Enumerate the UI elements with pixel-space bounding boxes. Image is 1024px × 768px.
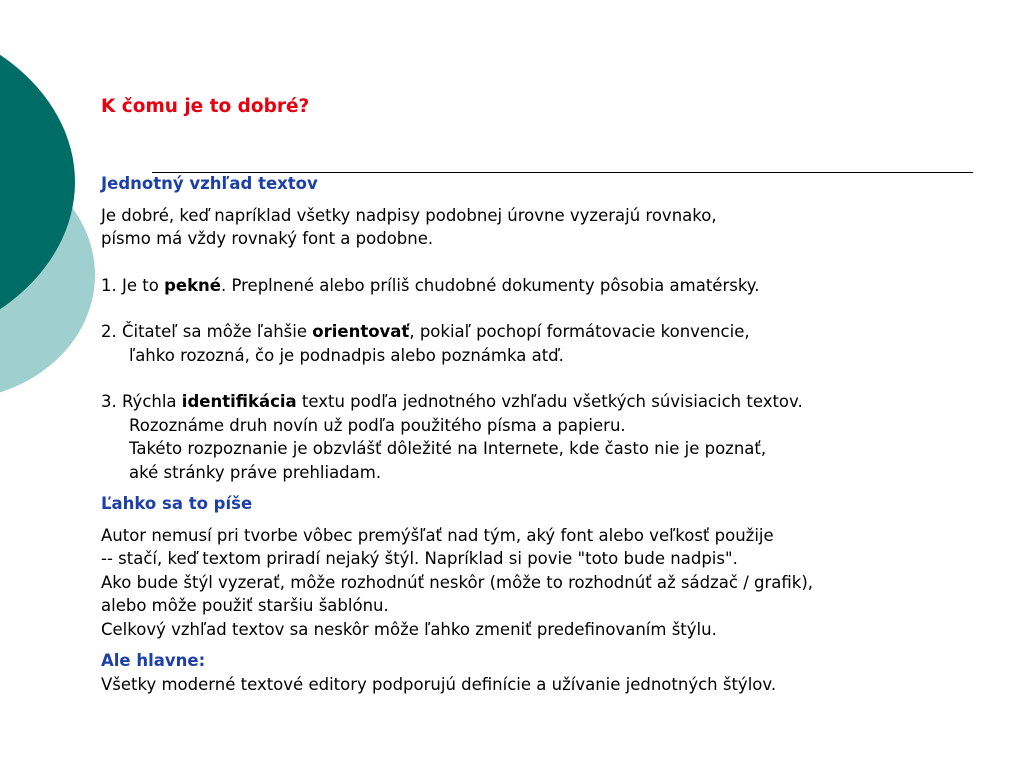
point-2 (101, 320, 1001, 344)
point-3-text-c: textu podľa jednotného vzhľadu všetkých súvisiacich textov. (296, 392, 803, 411)
slide-title: K čomu je to dobré? (101, 96, 310, 117)
writing-line-3: Ako bude štýl vyzerať, môže rozhodnúť neskôr (môže to rozhodnúť až sádzač / grafik), (101, 572, 813, 592)
section-heading-consistent-look: Jednotný vzhľad textov (101, 174, 318, 193)
writing-line-4: alebo môže použiť staršiu šablónu. (101, 596, 389, 615)
point-2-emphasis: orientovať (312, 322, 410, 341)
point-1-text-c: . Preplnené alebo príliš chudobné dokumenty pôsobia amatérsky. (220, 275, 760, 295)
point-3-line-4: aké stránky práve prehliadam. (129, 462, 382, 482)
writing-line-2: -- stačí, keď textom priradí nejaký štýl. Napríklad si povie "toto bude nadpis". (101, 549, 738, 568)
point-2-line-2: ľahko rozozná, čo je podnadpis alebo poznámka atď. (129, 345, 564, 365)
point-2-text-c: , pokiaľ pochopí formátovacie konvencie, (409, 322, 750, 341)
section-heading-main-point: Ale hlavne: (101, 651, 206, 670)
slide-content (101, 172, 1001, 696)
point-3-emphasis: identifikácia (181, 392, 297, 411)
writing-line-5: Celkový vzhľad textov sa neskôr môže ľahko zmeniť predefinovaním štýlu. (101, 619, 717, 639)
point-1 (101, 274, 1001, 298)
point-3 (101, 390, 1001, 414)
intro-line-1: Je dobré, keď napríklad všetky nadpisy podobnej úrovne vyzerajú rovnako, (101, 205, 717, 225)
section-heading-easy-writing: Ľahko sa to píše (101, 494, 253, 513)
writing-line-1: Autor nemusí pri tvorbe vôbec premýšľať nad tým, aký font alebo veľkosť použije (101, 525, 774, 545)
main-point-line: Všetky moderné textové editory podporujú definície a užívanie jednotných štýlov. (101, 674, 777, 694)
point-3-text-a: 3. Rýchla (101, 392, 182, 411)
point-3-line-3: Takéto rozpoznanie je obzvlášť dôležité na Internete, kde často nie je poznať, (129, 439, 767, 458)
point-3-line-2: Rozoznáme druh novín už podľa použitého písma a papieru. (129, 415, 626, 435)
point-1-text-a: 1. Je to (101, 275, 165, 295)
point-2-text-a: 2. Čitateľ sa môže ľahšie (101, 322, 313, 341)
intro-line-2: písmo má vždy rovnaký font a podobne. (101, 229, 434, 248)
point-1-emphasis: pekné (164, 275, 221, 295)
